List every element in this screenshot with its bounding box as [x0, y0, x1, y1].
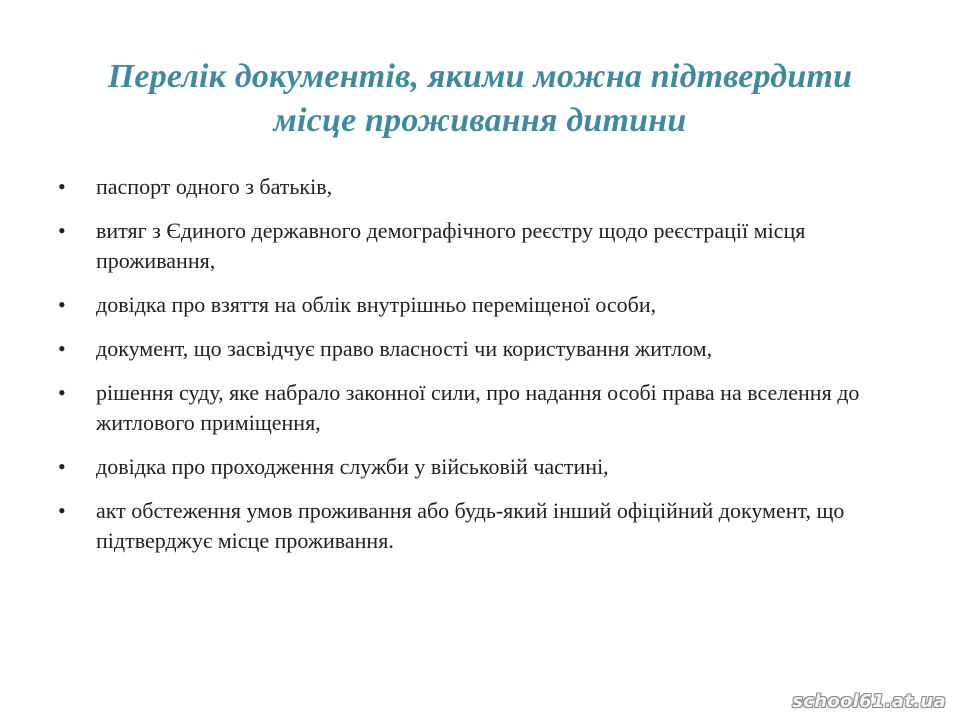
list-item-text: довідка про взяття на облік внутрішньо переміщеної особи,: [96, 292, 657, 317]
bullet-icon: •: [58, 454, 66, 479]
slide-title-line-2: місце проживання дитини: [273, 101, 687, 139]
slide-title: [40, 55, 920, 143]
slide-title-line-1: Перелік документів, якими можна підтвердити: [107, 57, 853, 95]
list-item-text: акт обстеження умов проживання або будь-який інший офіційний документ, що підтверджує місце проживання.: [96, 498, 845, 553]
list-item-text: рішення суду, яке набрало законної сили, про надання особі права на вселення до житлового приміщення,: [96, 380, 860, 435]
bullet-icon: •: [58, 336, 66, 361]
list-item: [58, 452, 908, 482]
list-item-text: витяг з Єдиного державного демографічного реєстру щодо реєстрації місця проживання,: [96, 218, 806, 273]
list-item: [58, 334, 908, 364]
list-item-text: документ, що засвідчує право власності чи користування житлом,: [96, 336, 713, 361]
list-item: [58, 216, 908, 276]
bullet-icon: •: [58, 218, 66, 243]
site-watermark: school61.at.ua: [792, 691, 946, 712]
bullet-icon: •: [58, 174, 66, 199]
bullet-icon: •: [58, 292, 66, 317]
list-item: [58, 496, 908, 556]
list-item: [58, 378, 908, 438]
list-item: [58, 172, 908, 202]
document-list: [58, 172, 908, 556]
bullet-icon: •: [58, 380, 66, 405]
list-item: [58, 290, 908, 320]
bullet-icon: •: [58, 498, 66, 523]
list-item-text: довідка про проходження служби у військовій частині,: [96, 454, 609, 479]
list-item-text: паспорт одного з батьків,: [96, 174, 333, 199]
